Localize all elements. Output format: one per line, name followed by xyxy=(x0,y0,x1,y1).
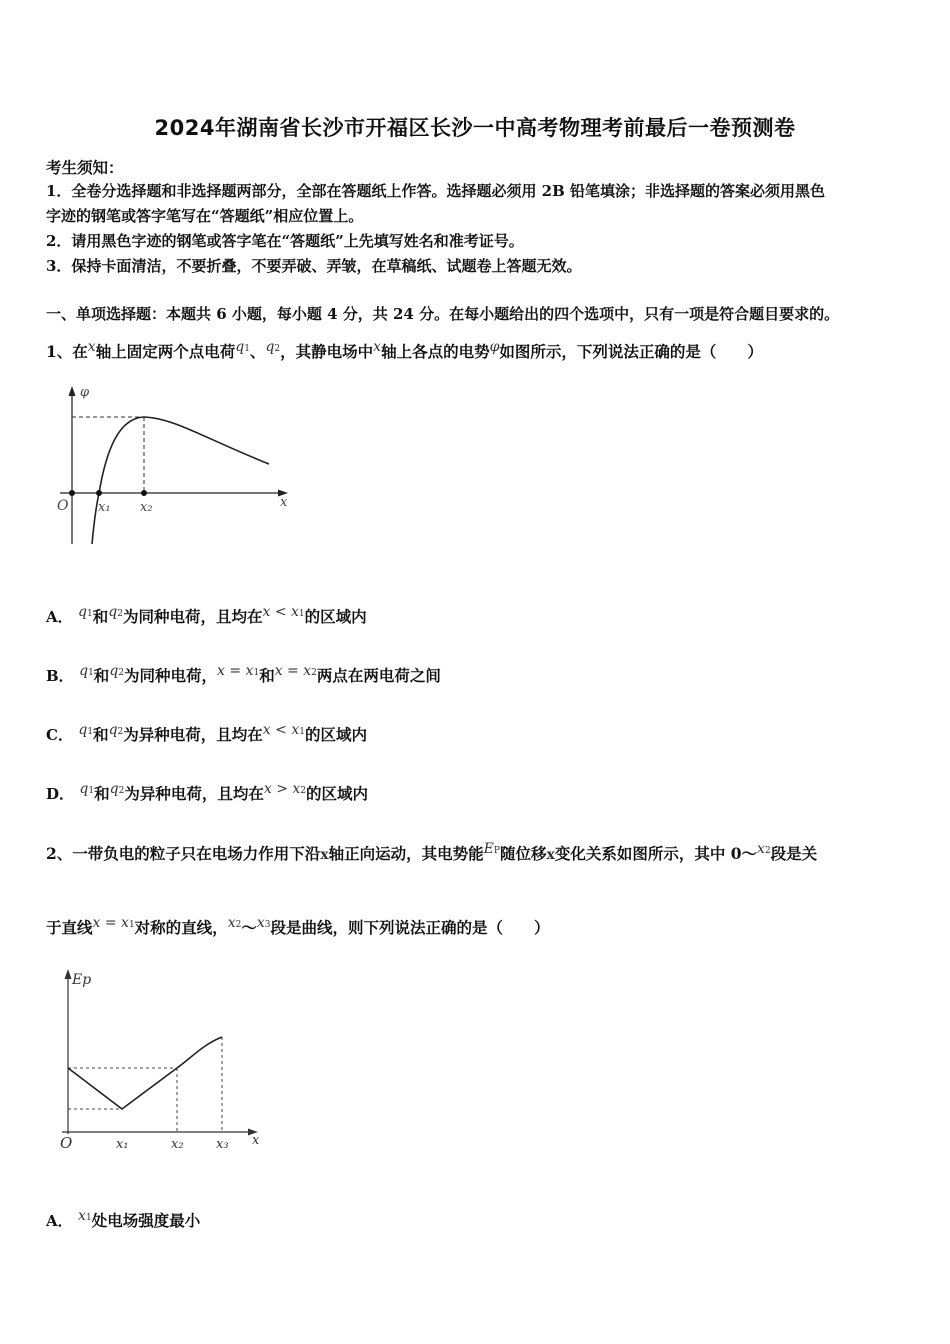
origin-point xyxy=(69,490,75,496)
section-1-heading: 一、单项选择题：本题共 6 小题，每小题 4 分，共 24 分。在每小题给出的四个选项中，只有一项是符合题目要求的。 xyxy=(46,305,840,323)
question-1-stem: 1、在x轴上固定两个点电荷q1、q2，其静电场中x轴上各点的电势φ如图所示，下列说法正确的是（ ） xyxy=(46,339,763,361)
notice-item-1-line-2: 字迹的钢笔或答字笔写在“答题纸”相应位置上。 xyxy=(46,207,364,225)
ep-curved-segment xyxy=(177,1037,222,1068)
x1-point xyxy=(96,490,102,496)
potential-curve xyxy=(92,417,269,544)
question-1-option-a[interactable]: A． q1和q2为同种电荷，且均在x < x1的区域内 xyxy=(46,604,367,626)
notice-item-3: 3．保持卡面清洁，不要折叠，不要弄破、弄皱，在草稿纸、试题卷上答题无效。 xyxy=(46,257,582,275)
ep-linear-segment xyxy=(68,1068,177,1109)
ep-axis-arrow xyxy=(65,969,72,979)
x1-label: x₁ xyxy=(98,500,111,515)
ep-axis-label: Ep xyxy=(72,972,92,988)
question-2-option-a[interactable]: A． x1处电场强度最小 xyxy=(46,1208,201,1230)
phi-axis-label: φ xyxy=(80,385,90,400)
x2-label: x₂ xyxy=(171,1137,184,1152)
question-2-energy-graph xyxy=(52,962,277,1167)
x2-label: x₂ xyxy=(140,500,153,515)
question-1-potential-graph xyxy=(54,382,299,547)
question-1-option-b[interactable]: B． q1和q2为同种电荷，x = x1和x = x2两点在两电荷之间 xyxy=(46,663,441,685)
origin-label: O xyxy=(60,1134,73,1152)
x2-point xyxy=(141,490,147,496)
notice-item-2: 2．请用黑色字迹的钢笔或答字笔在“答题纸”上先填写姓名和准考证号。 xyxy=(46,232,524,250)
notice-item-1-line-1: 1．全卷分选择题和非选择题两部分，全部在答题纸上作答。选择题必须用 2B 铅笔填涂；非选择题的答案必须用黑色 xyxy=(46,182,826,200)
origin-label: O xyxy=(57,498,69,514)
question-2-stem-line-2: 于直线x = x1对称的直线，x2～x3段是曲线，则下列说法正确的是（ ） xyxy=(46,915,550,937)
notice-heading: 考生须知： xyxy=(46,158,124,177)
x-axis-label: x xyxy=(280,495,288,510)
question-1-option-d[interactable]: D． q1和q2为异种电荷，且均在x > x2的区域内 xyxy=(46,781,369,803)
x-axis-label: x xyxy=(252,1133,260,1148)
x3-label: x₃ xyxy=(216,1137,229,1152)
page-title: 2024年湖南省长沙市开福区长沙一中高考物理考前最后一卷预测卷 xyxy=(154,116,796,140)
question-1-option-c[interactable]: C． q1和q2为异种电荷，且均在x < x1的区域内 xyxy=(46,722,367,744)
question-2-stem-line-1: 2、一带负电的粒子只在电场力作用下沿x轴正向运动，其电势能EP随位移x变化关系如图所示，其中 0～x2段是关 xyxy=(46,841,818,863)
phi-axis-arrow xyxy=(69,386,76,396)
x1-label: x₁ xyxy=(116,1137,129,1152)
